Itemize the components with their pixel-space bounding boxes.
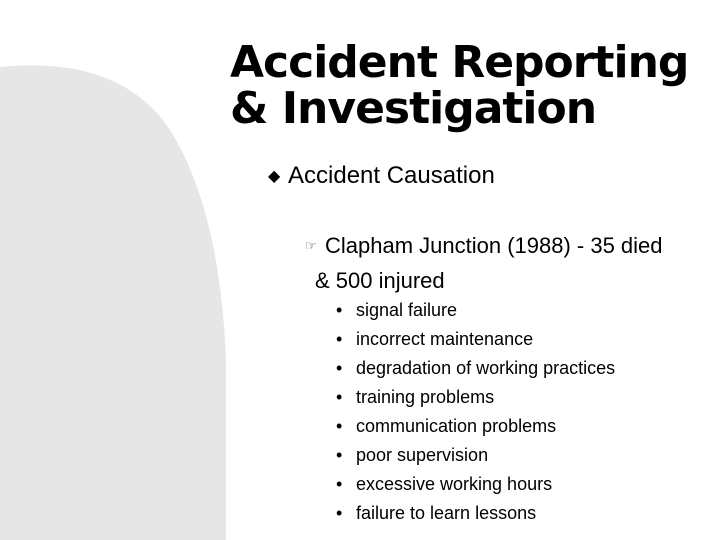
bullet-dot-icon: •	[336, 416, 343, 436]
slide-title	[230, 37, 689, 134]
list-item	[336, 499, 615, 528]
list-item	[336, 441, 615, 470]
level1-text: Accident Causation	[288, 162, 495, 189]
level2-text-line-1: Clapham Junction (1988) - 35 died	[325, 233, 663, 258]
list-item-text: training problems	[356, 387, 495, 407]
list-item-text: incorrect maintenance	[356, 329, 534, 349]
level2-text-line-2: & 500 injured	[315, 268, 445, 293]
bullet-dot-icon: •	[336, 329, 343, 349]
bullet-dot-icon: •	[336, 387, 343, 407]
list-item-text: signal failure	[356, 300, 458, 320]
list-item	[336, 383, 615, 412]
bullet-dot-icon: •	[336, 474, 343, 494]
list-item	[336, 412, 615, 441]
list-item-text: degradation of working practices	[356, 358, 616, 378]
bullet-dot-icon: •	[336, 503, 343, 523]
title-line-2: & Investigation	[230, 83, 597, 134]
causes-list	[336, 296, 615, 528]
list-item-text: excessive working hours	[356, 474, 553, 494]
bullet-dot-icon: •	[336, 445, 343, 465]
list-item-text: failure to learn lessons	[356, 503, 537, 523]
bullet-dot-icon: •	[336, 300, 343, 320]
level2-bullet-item	[305, 230, 705, 297]
bullet-dot-icon: •	[336, 358, 343, 378]
diamond-bullet-icon: ◆	[268, 168, 281, 185]
list-item	[336, 296, 615, 325]
list-item-text: communication problems	[356, 416, 557, 436]
list-item-text: poor supervision	[356, 445, 489, 465]
pointing-hand-bullet-icon: ☞	[305, 238, 317, 253]
list-item	[336, 354, 615, 383]
list-item	[336, 325, 615, 354]
list-item	[336, 470, 615, 499]
level1-bullet-item	[268, 160, 495, 195]
title-line-1: Accident Reporting	[230, 37, 689, 88]
